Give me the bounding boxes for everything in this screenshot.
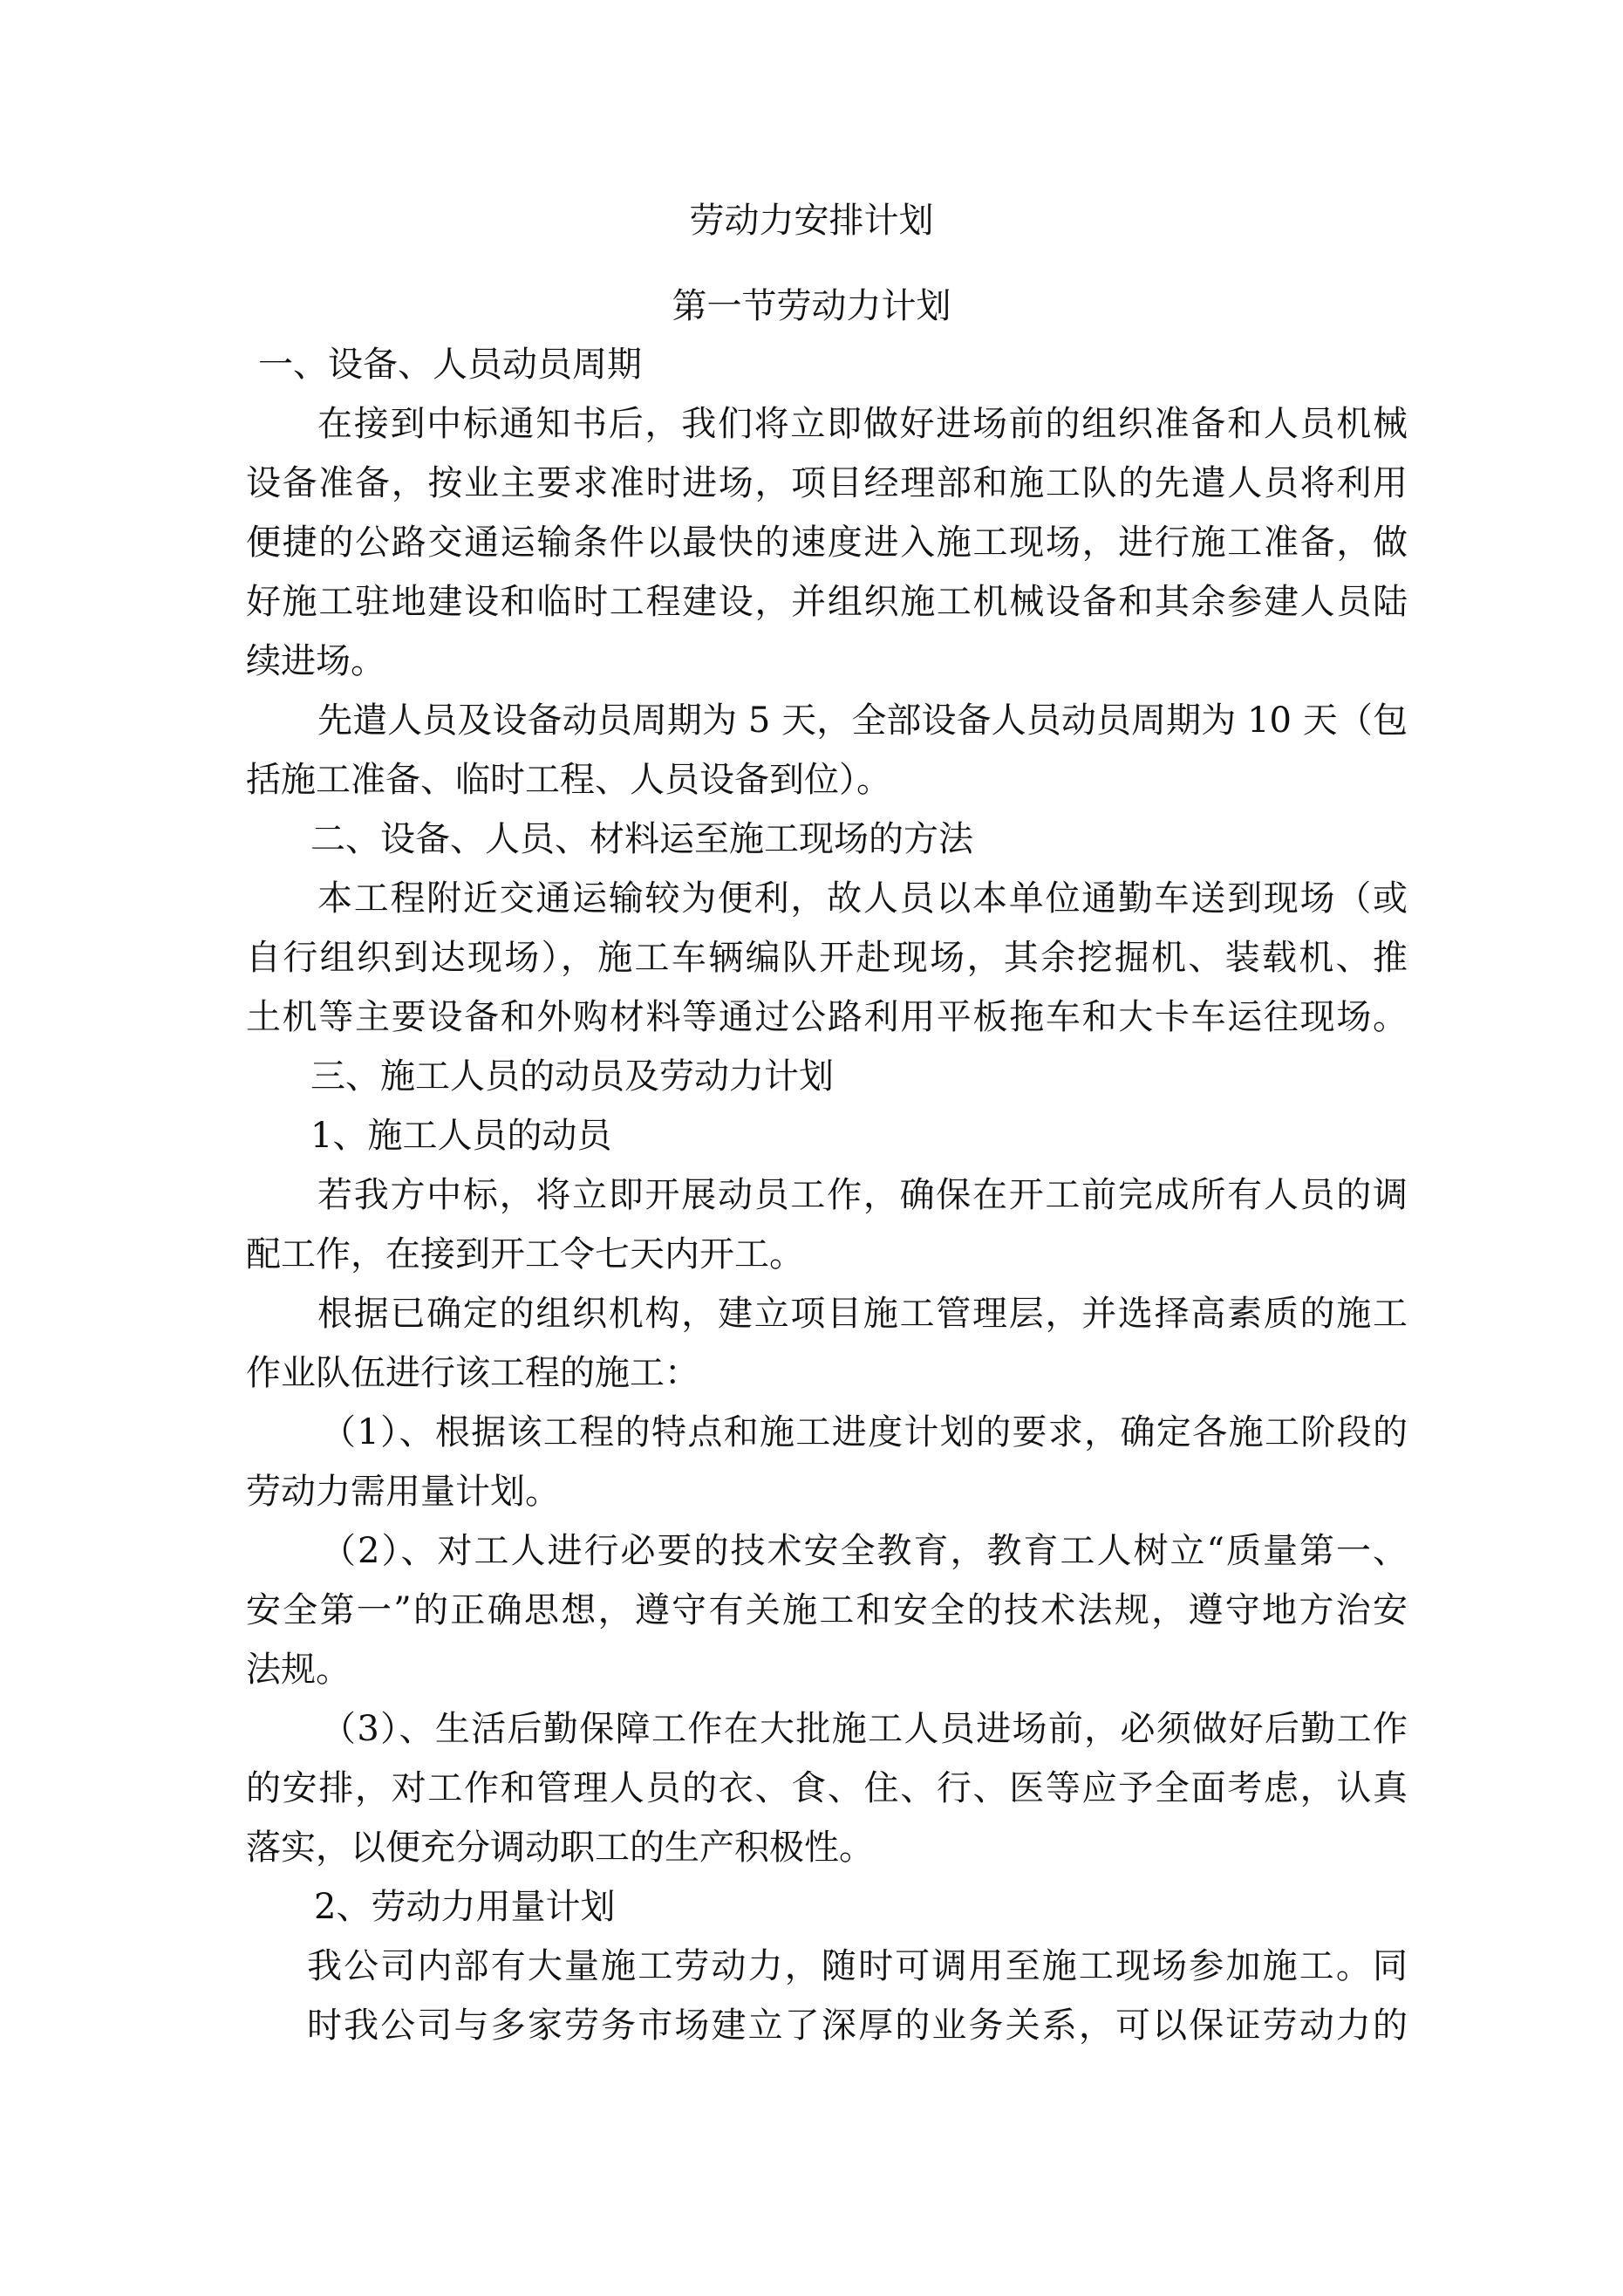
list-item-line: 落实，以便充分调动职工的生产积极性。 [246,1828,874,1868]
paragraph-line: 括施工准备、临时工程、人员设备到位）。 [246,760,891,800]
list-item-line: 安全第一”的正确思想，遵守有关施工和安全的技术法规，遵守地方治安 [246,1590,1408,1630]
list-item-line: （2）、对工人进行必要的技术安全教育，教育工人树立“质量第一、 [321,1531,1408,1571]
list-item-line: （3）、生活后勤保障工作在大批施工人员进场前，必须做好后勤工作 [321,1709,1408,1749]
paragraph-line: 好施工驻地建设和临时工程建设，并组织施工机械设备和其余参建人员陆 [246,582,1408,622]
list-item-line: 法规。 [246,1650,351,1690]
paragraph-line: 便捷的公路交通运输条件以最快的速度进入施工现场，进行施工准备，做 [246,523,1408,563]
heading-1: 一、设备、人员动员周期 [258,345,642,385]
list-item-line: 劳动力需用量计划。 [246,1472,560,1512]
paragraph-line: 我公司内部有大量施工劳动力，随时可调用至施工现场参加施工。同 [307,1946,1408,1986]
paragraph-line: 时我公司与多家劳务市场建立了深厚的业务关系，可以保证劳动力的 [307,2006,1408,2046]
paragraph-line: 根据已确定的组织机构，建立项目施工管理层，并选择高素质的施工 [317,1294,1408,1334]
paragraph-line: 在接到中标通知书后，我们将立即做好进场前的组织准备和人员机械 [317,404,1408,444]
paragraph-line: 先遣人员及设备动员周期为 5 天，全部设备人员动员周期为 10 天（包 [317,700,1408,741]
paragraph-line: 续进场。 [246,641,385,681]
paragraph-line: 土机等主要设备和外购材料等通过公路利用平板拖车和大卡车运往现场。 [246,997,1408,1037]
list-item-line: （1）、根据该工程的特点和施工进度计划的要求，确定各施工阶段的 [321,1412,1408,1452]
paragraph-line: 设备准备，按业主要求准时进场，项目经理部和施工队的先遣人员将利用 [246,463,1408,503]
paragraph-line: 配工作，在接到开工令七天内开工。 [246,1234,804,1274]
paragraph-line: 作业队伍进行该工程的施工： [246,1353,699,1393]
subheading-2: 2、劳动力用量计划 [314,1887,616,1927]
section-title: 第一节劳动力计划 [672,286,951,326]
paragraph-line: 本工程附近交通运输较为便利，故人员以本单位通勤车送到现场（或 [317,878,1408,919]
paragraph-line: 若我方中标，将立即开展动员工作，确保在开工前完成所有人员的调 [317,1175,1408,1215]
heading-2: 二、设备、人员、材料运至施工现场的方法 [310,819,973,859]
document-title: 劳动力安排计划 [689,201,934,241]
heading-3: 三、施工人员的动员及劳动力计划 [310,1056,834,1097]
list-item-line: 的安排，对工作和管理人员的衣、食、住、行、医等应予全面考虑，认真 [246,1768,1408,1808]
subheading-1: 1、施工人员的动员 [310,1116,612,1156]
paragraph-line: 自行组织到达现场），施工车辆编队开赴现场，其余挖掘机、装载机、推 [246,938,1408,978]
